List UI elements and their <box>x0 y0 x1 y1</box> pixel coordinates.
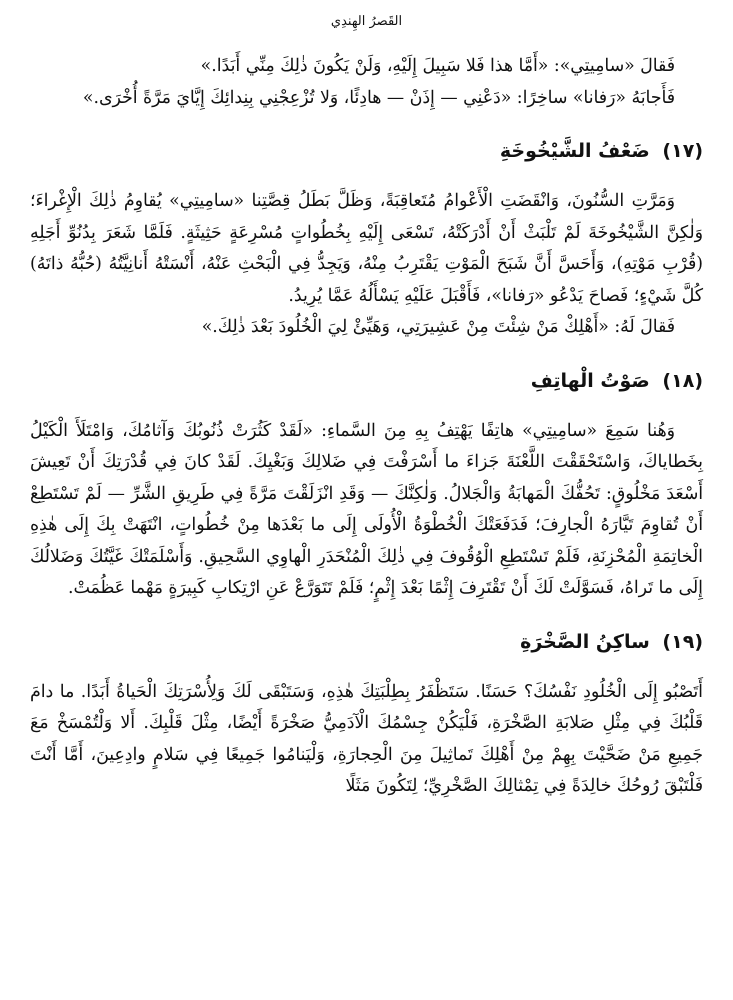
running-header: القَصرُ الهِندِي <box>330 14 403 29</box>
section-number: (١٩) <box>662 630 703 653</box>
section-17-paragraph-1: وَمَرَّتِ السُّنُونَ، وَانْقَضَتِ الْأَعْوامُ مُتَعاقِبَةً، وَظَلَّ بَطَلُ قِصَّتِنا «سامِيتِي» يُقاوِمُ ذٰلِكَ الْإِغْراءَ؛ وَلٰكِنَّ الشَّيْخُوخَةَ لَمْ تَلْبَثْ أَنْ أَدْرَكَتْهُ، تَسْعَى إِلَيْهِ بِخُطُواتٍ مُسْرِعَةٍ حَثِيثَةٍ. فَلَمَّا شَعَرَ بِدُنُوِّ أَجَلِهِ (قُرْبِ مَوْتِهِ)، وَأَحَسَّ أَنَّ شَبَحَ الْمَوْتِ يَقْتَرِبُ مِنْهُ، وَيَجِدُّ فِي الْبَحْثِ عَنْهُ، أَنْسَتْهُ أَنانِيَّتُهُ (حُبُّهُ ذاتَهُ) كُلَّ شَيْءٍ؛ فَصاحَ يَدْعُو «رَفانا»، فَأَقْبَلَ عَلَيْهِ يَسْأَلُهُ عَمَّا يُرِيدُ. <box>30 191 703 306</box>
section-heading-19 <box>30 629 703 655</box>
section-heading-17 <box>30 138 703 164</box>
intro-paragraph-1: فَقالَ «سامِيتِي»: «أَمَّا هذا فَلا سَبِيلَ إِلَيْهِ، وَلَنْ يَكُونَ ذٰلِكَ مِنِّي أَبَدًا.» <box>200 56 675 76</box>
section-title: ساكِنُ الصَّخْرَةِ <box>520 630 650 653</box>
section-title: ضَعْفُ الشَّيْخُوخَةِ <box>499 140 650 162</box>
section-title: صَوْتُ الْهاتِفِ <box>530 369 650 392</box>
intro-paragraph-2: فَأَجابَهُ «رَفانا» ساخِرًا: «دَعْنِي — إِذَنْ — هادِئًا، وَلا تُزْعِجْنِي بِنِدائِكَ إِيَّايَ مَرَّةً أُخْرَى.» <box>82 87 675 108</box>
section-17-paragraph-2: فَقالَ لَهُ: «أَهْلِكْ مَنْ شِئْتَ مِنْ عَشِيرَتِي، وَهَيِّئْ لِيَ الْخُلُودَ بَعْدَ ذٰلِكَ.» <box>201 317 675 337</box>
section-number: (١٨) <box>662 369 703 392</box>
section-19-paragraph-1: أَتَصْبُو إِلَى الْخُلُودِ نَفْسُكَ؟ حَسَنًا. سَتَظْفَرُ بِطِلْبَتِكَ هٰذِهِ، وَسَتَبْقَى لَكَ وَلِأُسْرَتِكَ الْحَياةُ أَبَدًا. ما دامَ قَلْبُكَ فِي مِثْلِ صَلابَةِ الصَّخْرَةِ، فَلْيَكُنْ جِسْمُكَ الْآدَمِيُّ صَخْرَةً أَيْضًا، مِثْلَ قَلْبِكَ. أَلا وَلْتُمْسَخْ مَعَ جَمِيعِ مَنْ ضَحَّيْتَ بِهِمْ مِنْ أَهْلِكَ تَماثِيلَ مِنَ الْحِجارَةِ، وَلْيَنامُوا جَمِيعًا فِي سَلامٍ وادِعِينَ، أَمَّا أَنْتَ فَلْتَبْقَ رُوحُكَ خالِدَةً فِي تِمْثالِكَ الصَّخْرِيِّ؛ لِتَكُونَ مَثَلًا <box>30 681 703 796</box>
section-number: (١٧) <box>662 140 703 162</box>
section-18-paragraph-1: وَهُنا سَمِعَ «سامِيتِي» هاتِفًا يَهْتِفُ بِهِ مِنَ السَّماءِ: «لَقَدْ كَثُرَتْ ذُنُوبُكَ وَآثامُكَ، وَامْتَلَأَ الْكَيْلُ بِخَطاياكَ، وَاسْتَحْقَقْتَ اللَّعْنَةَ جَزاءَ ما أَسْرَفْتَ فِي ضَلالِكَ وَبَغْيِكَ. لَقَدْ كانَ فِي قُدْرَتِكَ أَنْ تَعِيشَ أَسْعَدَ مَخْلُوقٍ: تَحُفُّكَ الْمَهابَةُ وَالْجَلالُ. وَلٰكِنَّكَ — وَقَدِ انْزَلَقْتَ مَرَّةً فِي طَرِيقِ الشَّرِّ — لَمْ تَسْتَطِعْ أَنْ تُقاوِمَ تَيَّارَهُ الْجارِفَ؛ فَدَفَعَتْكَ الْخُطْوَةُ الْأُولَى إِلَى ما بَعْدَها مِنْ خُطُواتٍ، انْتَهَتْ بِكَ إِلَى هٰذِهِ الْخاتِمَةِ الْمُحْزِنَةِ، فَلَمْ تَسْتَطِعِ الْوُقُوفَ فِي ذٰلِكَ الْمُنْحَدَرِ الْهاوِي السَّحِيقِ. وَأَسْلَمَتْكَ غَيَّتُكَ وَضَلالُكَ إِلَى ما تَراهُ، فَسَوَّلَتْ لَكَ أَنْ تَقْتَرِفَ إِثْمًا بَعْدَ إِثْمٍ؛ فَلَمْ تَتَوَرَّعْ عَنِ ارْتِكابِ كَبِيرَةٍ مَهْما عَظُمَتْ. <box>30 420 703 598</box>
section-heading-18 <box>30 368 703 394</box>
